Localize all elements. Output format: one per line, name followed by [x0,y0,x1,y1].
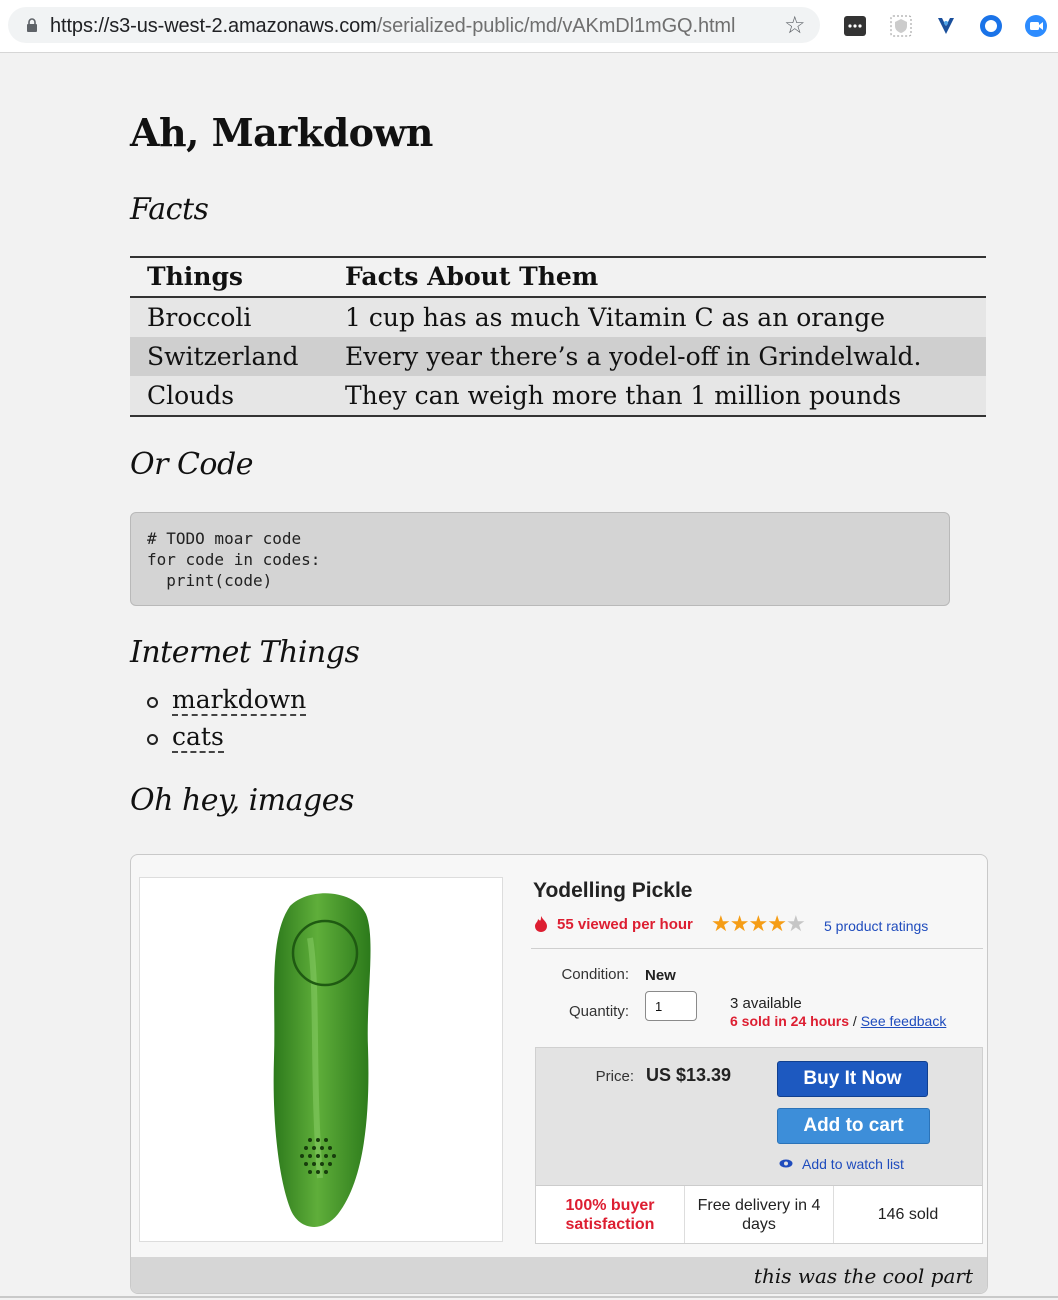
eye-icon [779,1159,793,1168]
price-value: US $13.39 [646,1065,732,1085]
code-heading: Or Code [130,447,253,482]
buy-it-now-button[interactable]: Buy It Now [777,1061,928,1097]
buyer-satisfaction: 100% buyer satisfaction [536,1186,685,1243]
bullet-icon [147,697,158,708]
column-header-things: Things [130,257,328,297]
bullet-icon [147,734,158,745]
ratings-link[interactable]: 5 product ratings [824,918,929,934]
url-text [50,15,735,38]
star-icon: ★ [767,912,786,937]
quantity-input[interactable]: 1 [645,991,697,1021]
shield-icon[interactable] [889,14,913,38]
listing-stats [536,1185,982,1243]
divider [531,948,983,949]
flame-icon [534,916,548,932]
table-row [130,376,986,416]
add-to-cart-button[interactable]: Add to cart [777,1108,930,1144]
facts-heading: Facts [130,192,209,227]
table-row [130,297,986,337]
table-header-row [130,257,986,297]
table-row [130,337,986,376]
rating-stars [711,912,805,937]
window-bottom-edge [0,1296,1058,1298]
zoom-extension-icon[interactable] [1024,14,1048,38]
page-title: Ah, Markdown [130,110,433,155]
available-count: 3 available [730,995,802,1012]
column-header-facts: Facts About Them [328,257,986,297]
list-item [130,722,306,759]
table-cell: Clouds [130,376,328,416]
table-cell: 1 cup has as much Vitamin C as an orange [328,297,986,337]
slash-separator: / [849,1013,861,1029]
condition-label: Condition: [561,966,629,983]
free-delivery: Free delivery in 4 days [685,1186,834,1243]
image-caption [131,1257,987,1293]
table-cell: They can weigh more than 1 million pounds [328,376,986,416]
table-cell: Switzerland [130,337,328,376]
facts-table [130,256,986,417]
price-label: Price: [595,1068,634,1085]
product-title: Yodelling Pickle [533,879,693,902]
url-path: /serialized-public/md/vAKmDl1mGQ.html [376,15,736,37]
more-icon[interactable] [843,14,867,38]
list-item [130,685,306,722]
pickle-photo [139,877,503,1242]
star-icon: ★ [748,912,768,937]
add-to-watch-list-link[interactable]: Add to watch list [802,1156,904,1172]
price-box [535,1047,983,1244]
images-heading: Oh hey, images [130,783,354,818]
star-icon: ★ [711,912,730,937]
url-host: https://s3-us-west-2.amazonaws.com [50,15,377,37]
cats-link[interactable]: cats [172,722,224,751]
links-list [130,685,306,759]
table-cell: Every year there’s a yodel-off in Grindelwald. [328,337,986,376]
quantity-label: Quantity: [568,1003,629,1020]
code-text: # TODO moar code for code in codes: print(code) [147,529,321,590]
condition-value: New [645,967,676,984]
sold-info [730,1013,946,1029]
caption-text: this was the cool part [753,1264,973,1288]
sold-24h: 6 sold in 24 hours [730,1013,850,1029]
links-heading: Internet Things [130,635,360,670]
address-bar[interactable] [8,7,820,43]
v-extension-icon[interactable] [934,14,958,38]
star-icon[interactable]: ☆ [784,11,806,39]
table-cell: Broccoli [130,297,328,337]
code-block [130,512,950,606]
star-icon: ★ [729,912,749,937]
browser-toolbar [0,0,1058,53]
markdown-link[interactable]: markdown [172,685,307,714]
lock-icon [26,18,38,32]
sold-count: 146 sold [877,1206,939,1223]
circle-extension-icon[interactable] [979,14,1003,38]
pickle-icon [140,878,502,1241]
viewed-per-hour: 55 viewed per hour [557,916,693,933]
star-empty-icon: ★ [785,912,805,937]
image-figure [130,854,988,1294]
see-feedback-link[interactable]: See feedback [860,1013,947,1029]
